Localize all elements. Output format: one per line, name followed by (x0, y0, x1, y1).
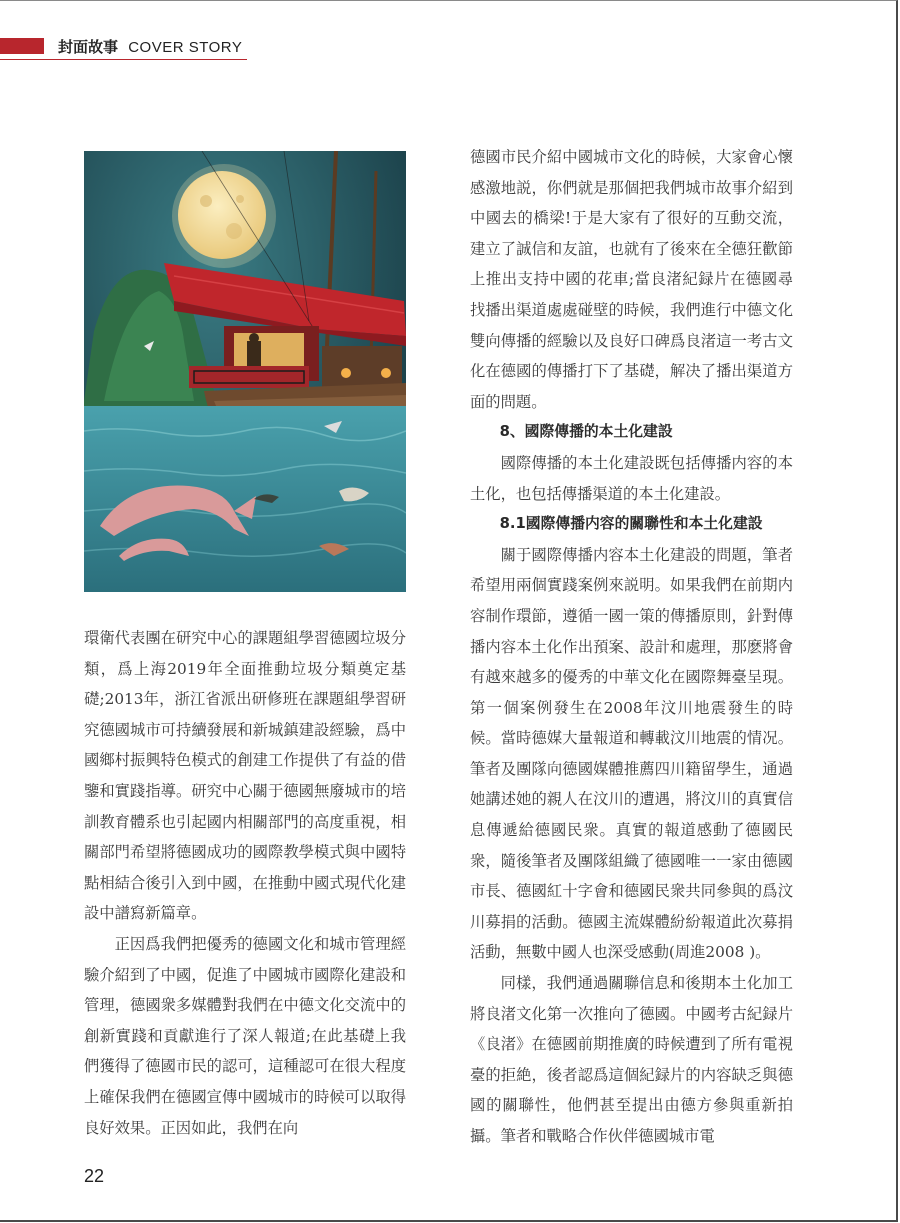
right-text-column (470, 142, 793, 1152)
paragraph: 國際傳播的本土化建設既包括傳播内容的本土化，也包括傳播渠道的本土化建設。 (470, 453, 793, 503)
paragraph: 環衛代表團在研究中心的課題組學習德國垃圾分類，爲上海2019年全面推動垃圾分類奠定基礎;2013年，浙江省派出研修班在課題組學習研究德國城市可持續發展和新城鎮建設經驗，爲中國鄉村振興特色模式的創建工作提供了有益的借鑒和實踐指導。研究中心關于德國無廢城市的培訓教育體系也引起國内相關部門的高度重視，相關部門希望將德國成功的國際教學模式與中國特點相結合後引入到中國，在推動中國式現代化建設中譜寫新篇章。 (84, 629, 406, 923)
section-heading: 8、國際傳播的本土化建設 (499, 423, 673, 441)
header-divider (0, 59, 247, 60)
section-title-zh: 封面故事 (58, 39, 119, 56)
section-color-bar (0, 38, 44, 54)
section-title-en: COVER STORY (128, 39, 243, 56)
paragraph: 德國市民介紹中國城市文化的時候，大家會心懷感激地説，你們就是那個把我們城市故事介紹到中國去的橋梁!于是大家有了很好的互動交流，建立了誠信和友誼，也就有了後來在全德狂歡節上推出支持中國的花車;當良渚紀録片在德國尋找播出渠道處處碰壁的時候，我們進行中德文化雙向傳播的經驗以及良好口碑爲良渚這一考古文化在德國的傳播打下了基礎，解决了播出渠道方面的問題。 (470, 148, 793, 411)
junk-boat-moon-dolphins-illustration (84, 151, 406, 592)
paragraph: 正因爲我們把優秀的德國文化和城市管理經驗介紹到了中國，促進了中國城市國際化建設和管理，德國衆多媒體對我們在中德文化交流中的創新實踐和貢獻進行了深人報道;在此基礎上我們獲得了德國市民的認可，這種認可在很大程度上確保我們在德國宣傳中國城市的時候可以取得良好效果。正因如此，我們在向 (84, 934, 406, 1137)
section-header (58, 36, 242, 57)
left-text-column (84, 623, 406, 1143)
paragraph: 關于國際傳播内容本土化建設的問題，筆者希望用兩個實踐案例來説明。如果我們在前期内容制作環節，遵循一國一策的傳播原則，針對傳播内容本土化作出預案、設計和處理，那麽將會有越來越多的優秀的中華文化在國際舞臺呈現。第一個案例發生在2008年汶川地震發生的時候。當時德媒大量報道和轉載汶川地震的情况。筆者及團隊向德國媒體推薦四川籍留學生，通過她講述她的親人在汶川的遭遇，將汶川的真實信息傳遞給德國民衆。真實的報道感動了德國民衆，隨後筆者及團隊組織了德國唯一一家由德國市長、德國紅十字會和德國民衆共同參與的爲汶川募捐的活動。德國主流媒體紛紛報道此次募捐活動，無數中國人也深受感動(周進2008 )。 (470, 545, 793, 962)
paragraph: 同樣，我們通過關聯信息和後期本土化加工將良渚文化第一次推向了德國。中國考古紀録片《良渚》在德國前期推廣的時候遭到了所有電視臺的拒絶，後者認爲這個紀録片的内容缺乏與德國的關聯性，他們甚至提出由德方參與重新拍攝。筆者和戰略合作伙伴德國城市電 (470, 974, 793, 1145)
subsection-heading: 8.1國際傳播内容的關聯性和本土化建設 (499, 515, 763, 533)
page-number: 22 (84, 1166, 105, 1186)
